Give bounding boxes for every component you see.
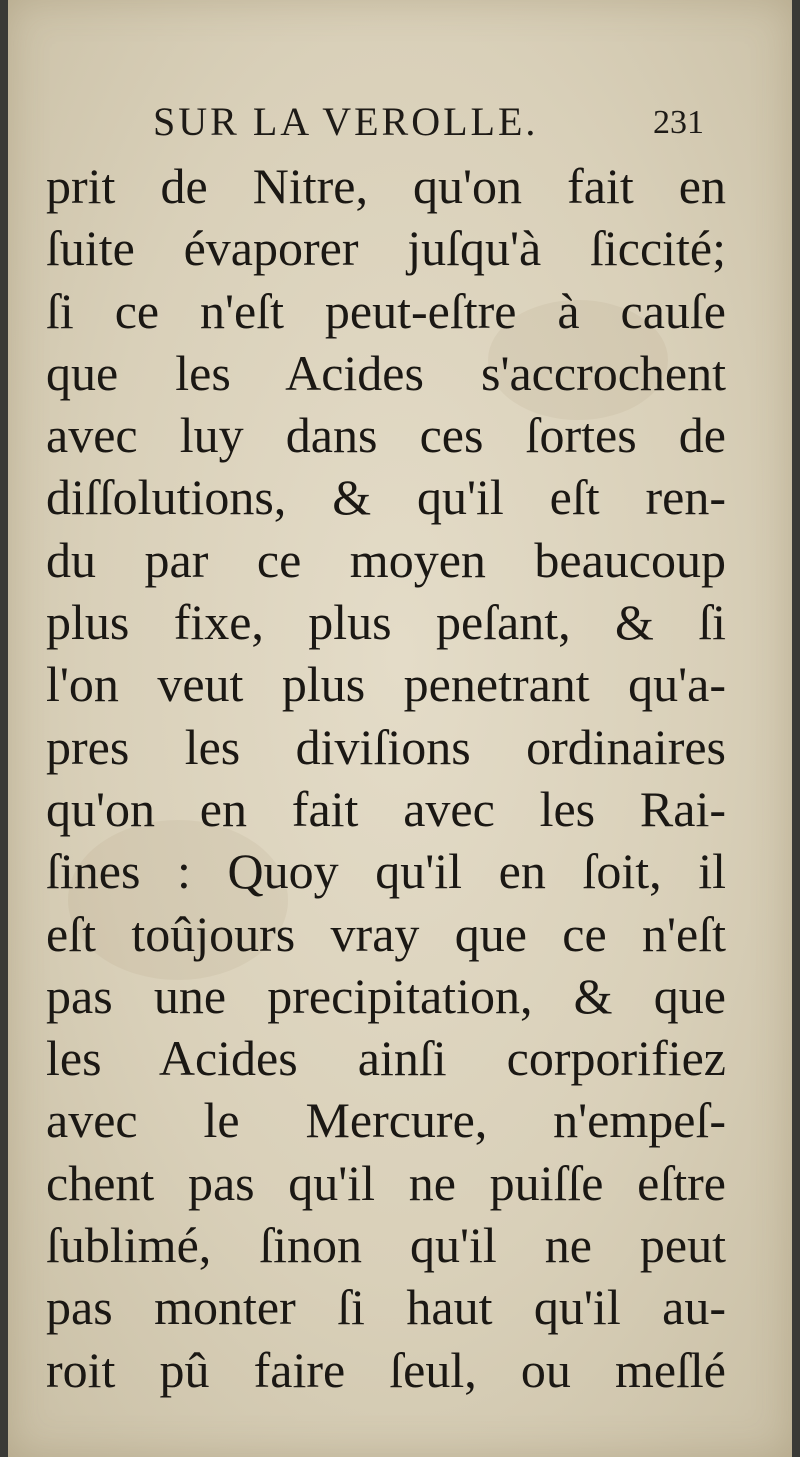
body-text [46,155,726,1401]
text-line: chent pas qu'il ne puiſſe eſtre [46,1154,726,1211]
text-line: pas une precipitation, & que [46,967,726,1024]
text-line: ſublimé, ſinon qu'il ne peut [46,1217,726,1274]
text-line: pas monter ſi haut qu'il au- [46,1279,726,1336]
page-header [8,98,792,158]
text-line: eſt toûjours vray que ce n'eſt [46,905,726,962]
text-line: roit pû faire ſeul, ou meſlé [46,1341,726,1398]
text-line: ſines : Quoy qu'il en ſoit, il [46,843,726,900]
page-number: 231 [653,104,704,141]
book-page [8,0,792,1457]
text-line: avec luy dans ces ſortes de [46,407,726,464]
text-line: qu'on en fait avec les Rai- [46,780,726,837]
text-line: ſuite évaporer juſqu'à ſiccité; [46,220,726,277]
text-line: du par ce moyen beaucoup [46,531,726,588]
text-line: l'on veut plus penetrant qu'a- [46,656,726,713]
text-line: avec le Mercure, n'empeſ- [46,1092,726,1149]
text-line: plus fixe, plus peſant, & ſi [46,594,726,651]
running-title: SUR LA VEROLLE. [153,99,539,144]
text-line: les Acides ainſi corporifiez [46,1030,726,1087]
text-line: ſi ce n'eſt peut-eſtre à cauſe [46,282,726,339]
text-line: prit de Nitre, qu'on fait en [46,158,726,214]
text-line: pres les diviſions ordinaires [46,718,726,775]
text-line: que les Acides s'accrochent [46,344,726,401]
text-line: diſſolutions, & qu'il eſt ren- [46,469,726,526]
